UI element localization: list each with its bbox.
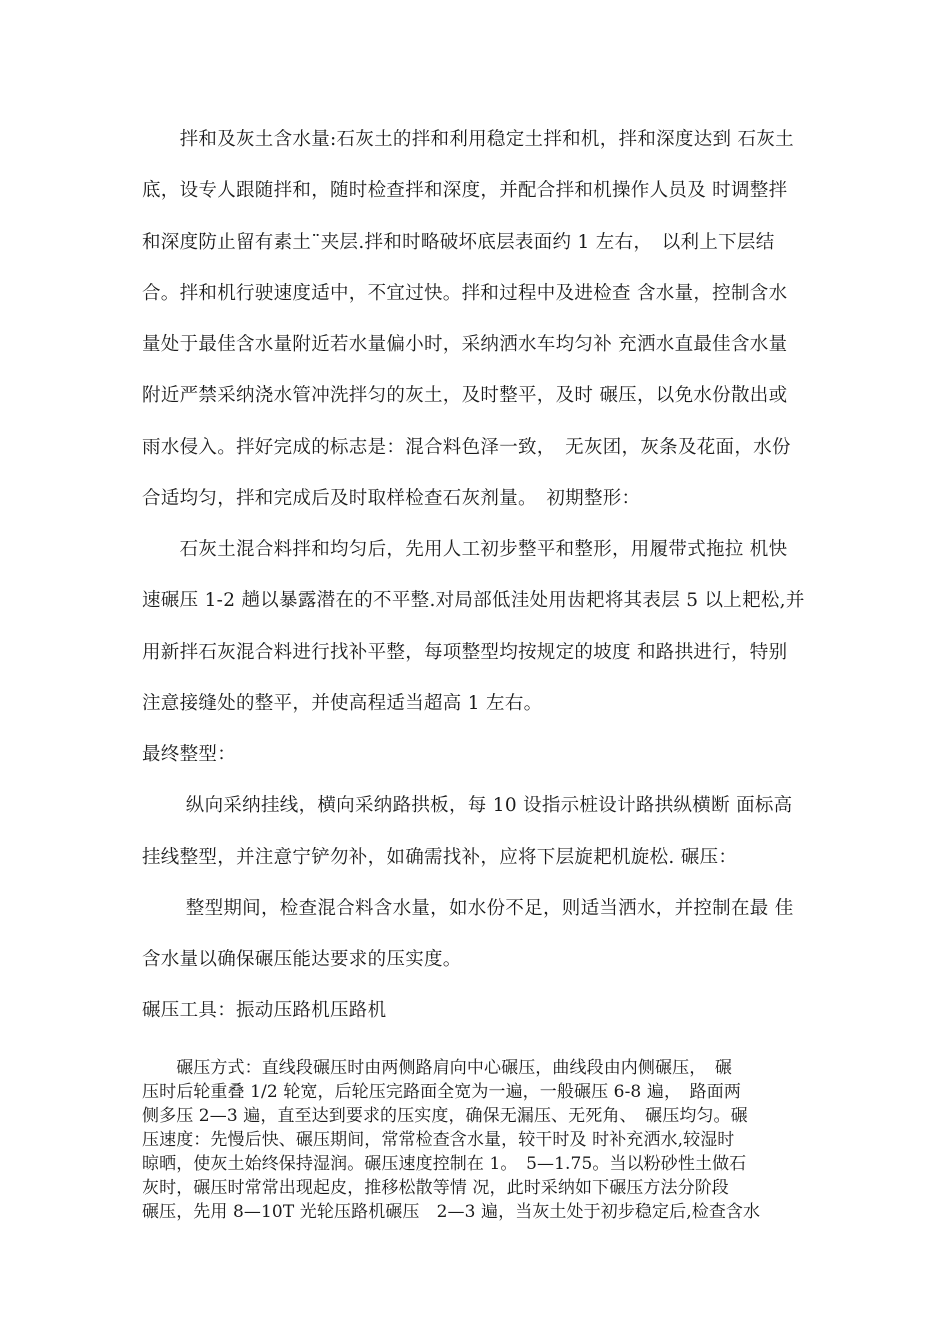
text-line: 纵向采纳挂线，横向采纳路拱板，每 10 设指示桩设计路拱纵横断 面标高 [142, 795, 793, 816]
text-line: 量处于最佳含水量附近若水量偏小时，采纳洒水车均匀补 充洒水直最佳含水量 [142, 334, 788, 355]
section-heading: 最终整型： [142, 744, 237, 765]
text-line: 用新拌石灰混合料进行找补平整，每项整型均按规定的坡度 和路拱进行，特别 [142, 642, 788, 663]
section-heading: 碾压工具：振动压路机压路机 [142, 1000, 387, 1021]
text-line: 整型期间，检查混合料含水量，如水份不足，则适当洒水，并控制在最 佳 [142, 898, 794, 919]
text-line: 侧多压 2—3 遍，直至达到要求的压实度，确保无漏压、无死角、 碾压均匀。碾 [142, 1106, 748, 1126]
text-line: 底，设专人跟随拌和，随时检查拌和深度，并配合拌和机操作人员及 时调整拌 [142, 180, 788, 201]
text-line: 碾压方式：直线段碾压时由两侧路肩向中心碾压，曲线段由内侧碾压， 碾 [142, 1058, 732, 1078]
text-line: 晾晒，使灰土始终保持湿润。碾压速度控制在 1。 5—1.75。当以粉砂性土做石 [142, 1154, 747, 1174]
text-line: 和深度防止留有素土¨夹层.拌和时略破坏底层表面约 1 左右， 以利上下层结 [142, 232, 775, 253]
text-line: 灰时，碾压时常常出现起皮，推移松散等情 况，此时采纳如下碾压方法分阶段 [142, 1178, 729, 1198]
text-line: 压速度：先慢后快、碾压期间，常常检查含水量，较干时及 时补充洒水,较湿时 [142, 1130, 735, 1150]
text-line: 含水量以确保碾压能达要求的压实度。 [142, 949, 462, 970]
text-line: 速碾压 1-2 趟以暴露潜在的不平整.对局部低洼处用齿耙将其表层 5 以上耙松,并 [142, 590, 805, 611]
text-line: 碾压，先用 8—10T 光轮压路机碾压 2—3 遍，当灰土处于初步稳定后,检查含水 [142, 1202, 761, 1222]
text-line: 注意接缝处的整平，并使高程适当超高 1 左右。 [142, 693, 543, 714]
text-line: 合。拌和机行驶速度适中，不宜过快。拌和过程中及进检查 含水量，控制含水 [142, 283, 788, 304]
text-line: 附近严禁采纳浇水管冲洗拌匀的灰土，及时整平，及时 碾压，以免水份散出或 [142, 385, 788, 406]
text-line: 拌和及灰土含水量:石灰土的拌和利用稳定土拌和机，拌和深度达到 石灰土 [142, 129, 794, 150]
text-line: 石灰土混合料拌和均匀后，先用人工初步整平和整形，用履带式拖拉 机快 [142, 539, 788, 560]
text-line: 合适均匀，拌和完成后及时取样检查石灰剂量。 初期整形： [142, 488, 641, 509]
text-line: 压时后轮重叠 1/2 轮宽，后轮压完路面全宽为一遍，一般碾压 6-8 遍， 路面两 [142, 1082, 741, 1102]
text-line: 挂线整型，并注意宁铲勿补，如确需找补，应将下层旋耙机旋松. 碾压： [142, 847, 738, 868]
text-line: 雨水侵入。拌好完成的标志是：混合料色泽一致， 无灰团，灰条及花面，水份 [142, 437, 791, 458]
